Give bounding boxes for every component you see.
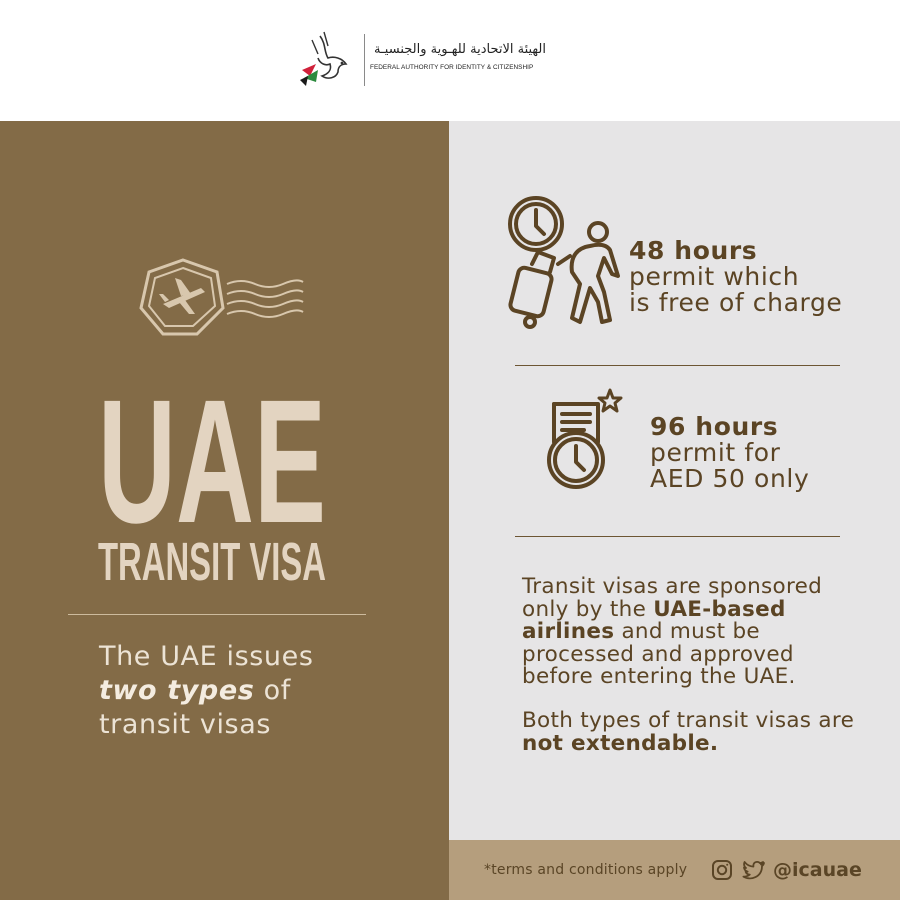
- title-uae-text: UAE: [98, 372, 326, 532]
- sponsor-post: and must be processed and approved before entering the UAE.: [522, 619, 796, 689]
- falcon-logo-icon: [298, 30, 360, 90]
- title-transit-visa: [96, 532, 328, 588]
- sponsor-bold: UAE-based airlines: [522, 596, 786, 644]
- org-name-english: FEDERAL AUTHORITY FOR IDENTITY & CITIZENSHIP: [370, 64, 534, 71]
- intro-mid: of: [263, 675, 291, 706]
- extend-bold: not extendable.: [522, 730, 719, 756]
- airplane-stamp-icon: [135, 250, 305, 360]
- left-divider: [68, 614, 366, 615]
- permit-96: [650, 414, 890, 492]
- twitter-icon[interactable]: [742, 859, 766, 881]
- permit-96-line2: AED 50 only: [650, 464, 810, 493]
- permit-48-line2: is free of charge: [629, 288, 843, 317]
- sponsor-note: [522, 576, 862, 689]
- extend-note: [522, 710, 862, 755]
- social-handle[interactable]: @icauae: [773, 859, 862, 881]
- permit-96-duration: 96 hours: [650, 412, 779, 441]
- permit-48: [629, 238, 889, 316]
- title-transit-visa-text: TRANSIT VISA: [98, 532, 326, 588]
- intro-post: transit visas: [99, 709, 272, 740]
- terms-note: *terms and conditions apply: [484, 862, 688, 878]
- extend-pre: Both types of transit visas are: [522, 708, 855, 733]
- org-name-arabic: الهيئة الاتحادية للهـوية والجنسيـة: [374, 42, 546, 57]
- permit-48-line1: permit which: [629, 262, 800, 291]
- permit-48-duration: 48 hours: [629, 236, 758, 265]
- instagram-icon[interactable]: [711, 859, 733, 881]
- permit-96-line1: permit for: [650, 438, 781, 467]
- intro-text: [99, 640, 419, 742]
- permit-divider-1: [515, 365, 840, 366]
- sponsor-pre: Transit visas are sponsored only by the: [522, 574, 823, 622]
- document-clock-icon: [540, 386, 624, 494]
- header: [0, 0, 900, 121]
- clock-traveler-icon: [506, 192, 622, 332]
- permit-divider-2: [515, 536, 840, 537]
- logo-divider: [364, 34, 365, 86]
- authority-logo: [298, 30, 548, 90]
- intro-pre: The UAE issues: [99, 641, 314, 672]
- title-uae: [96, 372, 328, 532]
- intro-emphasis: two types: [99, 675, 255, 706]
